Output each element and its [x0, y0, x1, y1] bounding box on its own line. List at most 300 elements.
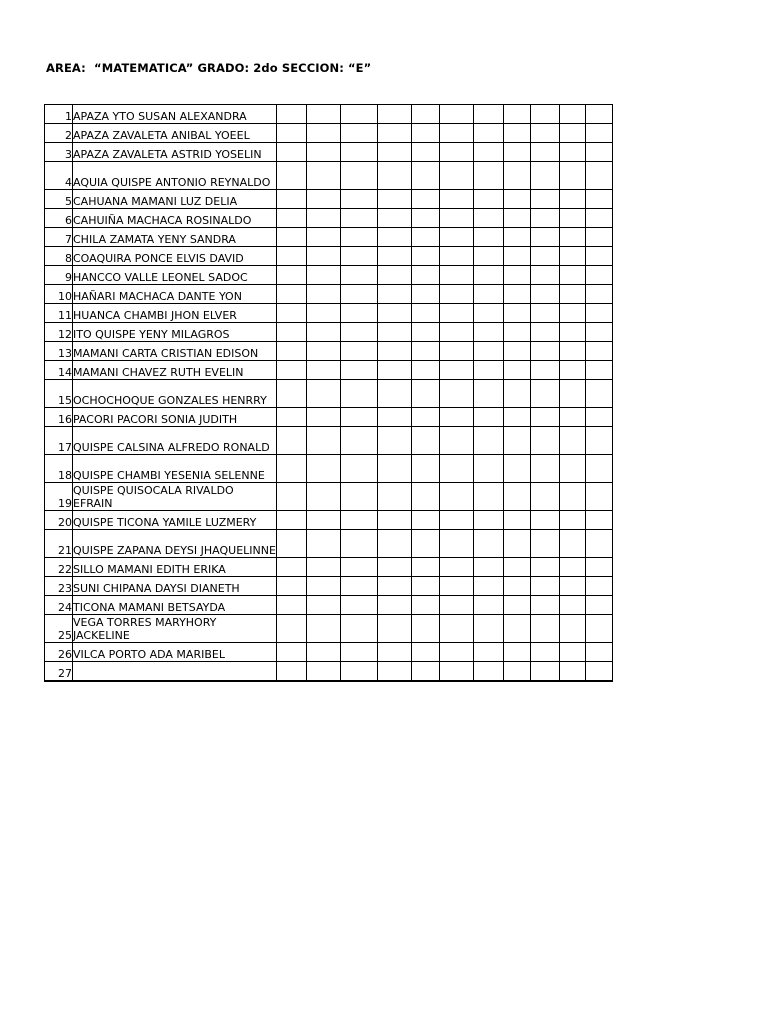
grade-cell — [531, 342, 560, 361]
grade-cell — [531, 662, 560, 682]
grade-cell — [474, 361, 504, 380]
student-name: APAZA ZAVALETA ANIBAL YOEEL — [73, 124, 277, 143]
student-name: MAMANI CHAVEZ RUTH EVELIN — [73, 361, 277, 380]
grade-cell — [504, 662, 531, 682]
table-row — [45, 323, 613, 342]
grade-cell — [412, 323, 440, 342]
table-row — [45, 124, 613, 143]
student-name: CAHUIÑA MACHACA ROSINALDO — [73, 209, 277, 228]
grade-cell — [341, 380, 378, 408]
grade-cell — [560, 615, 586, 643]
grade-cell — [586, 342, 613, 361]
grade-cell — [440, 143, 474, 162]
grade-cell — [341, 643, 378, 662]
grade-cell — [277, 285, 307, 304]
grade-cell — [277, 209, 307, 228]
grade-cell — [307, 643, 341, 662]
grade-cell — [378, 247, 412, 266]
grade-cell — [341, 455, 378, 483]
grade-cell — [474, 483, 504, 511]
student-name: HANCCO VALLE LEONEL SADOC — [73, 266, 277, 285]
grade-cell — [586, 530, 613, 558]
grade-cell — [474, 511, 504, 530]
grade-cell — [341, 361, 378, 380]
grade-cell — [474, 304, 504, 323]
grade-cell — [307, 577, 341, 596]
grade-cell — [412, 342, 440, 361]
grade-cell — [504, 143, 531, 162]
grade-cell — [277, 143, 307, 162]
student-number: 7 — [45, 228, 73, 247]
grade-cell — [586, 361, 613, 380]
grade-cell — [586, 143, 613, 162]
grade-cell — [378, 266, 412, 285]
table-row — [45, 247, 613, 266]
grade-cell — [531, 596, 560, 615]
student-number: 2 — [45, 124, 73, 143]
grade-cell — [378, 615, 412, 643]
grade-cell — [474, 209, 504, 228]
grade-cell — [341, 143, 378, 162]
student-name — [73, 662, 277, 682]
grade-cell — [504, 247, 531, 266]
student-name: APAZA YTO SUSAN ALEXANDRA — [73, 105, 277, 124]
roster-body — [45, 105, 613, 682]
student-name: COAQUIRA PONCE ELVIS DAVID — [73, 247, 277, 266]
grade-cell — [378, 662, 412, 682]
grade-cell — [277, 596, 307, 615]
grade-cell — [440, 228, 474, 247]
grade-cell — [412, 143, 440, 162]
grade-cell — [277, 408, 307, 427]
student-name: MAMANI CARTA CRISTIAN EDISON — [73, 342, 277, 361]
student-name: TICONA MAMANI BETSAYDA — [73, 596, 277, 615]
grade-cell — [531, 124, 560, 143]
grade-cell — [277, 380, 307, 408]
table-row — [45, 662, 613, 682]
grade-cell — [307, 380, 341, 408]
grade-cell — [560, 530, 586, 558]
grade-cell — [504, 304, 531, 323]
grade-cell — [504, 380, 531, 408]
student-name: CAHUANA MAMANI LUZ DELIA — [73, 190, 277, 209]
student-number: 5 — [45, 190, 73, 209]
table-row — [45, 577, 613, 596]
grade-cell — [440, 162, 474, 190]
grade-cell — [586, 266, 613, 285]
grade-cell — [531, 143, 560, 162]
grade-cell — [474, 162, 504, 190]
grade-cell — [586, 323, 613, 342]
grade-cell — [307, 266, 341, 285]
grade-cell — [504, 577, 531, 596]
student-number: 27 — [45, 662, 73, 682]
grade-cell — [474, 105, 504, 124]
grade-cell — [277, 323, 307, 342]
grade-cell — [504, 228, 531, 247]
student-number: 20 — [45, 511, 73, 530]
grade-cell — [412, 285, 440, 304]
grade-cell — [440, 511, 474, 530]
grade-cell — [586, 455, 613, 483]
grade-cell — [586, 190, 613, 209]
student-number: 14 — [45, 361, 73, 380]
student-name: QUISPE TICONA YAMILE LUZMERY — [73, 511, 277, 530]
grade-cell — [474, 643, 504, 662]
grade-cell — [586, 558, 613, 577]
table-row — [45, 427, 613, 455]
grade-cell — [277, 662, 307, 682]
grade-cell — [560, 323, 586, 342]
grade-cell — [531, 558, 560, 577]
grade-cell — [474, 558, 504, 577]
grade-cell — [378, 162, 412, 190]
grade-cell — [586, 577, 613, 596]
grade-cell — [504, 427, 531, 455]
grade-cell — [307, 124, 341, 143]
grade-cell — [440, 266, 474, 285]
student-name: CHILA ZAMATA YENY SANDRA — [73, 228, 277, 247]
grade-cell — [504, 285, 531, 304]
grade-cell — [560, 304, 586, 323]
grade-cell — [412, 530, 440, 558]
grade-cell — [586, 162, 613, 190]
grade-cell — [474, 662, 504, 682]
grade-cell — [378, 380, 412, 408]
grade-cell — [307, 162, 341, 190]
grade-cell — [341, 530, 378, 558]
grade-cell — [341, 209, 378, 228]
grade-cell — [378, 427, 412, 455]
grade-cell — [531, 323, 560, 342]
grade-cell — [560, 285, 586, 304]
grade-cell — [412, 483, 440, 511]
grade-cell — [378, 228, 412, 247]
student-name: PACORI PACORI SONIA JUDITH — [73, 408, 277, 427]
grade-cell — [440, 380, 474, 408]
grade-cell — [277, 577, 307, 596]
grade-cell — [531, 285, 560, 304]
table-row — [45, 162, 613, 190]
student-name: APAZA ZAVALETA ASTRID YOSELIN — [73, 143, 277, 162]
grade-cell — [440, 577, 474, 596]
grade-cell — [341, 105, 378, 124]
table-row — [45, 511, 613, 530]
student-name: SUNI CHIPANA DAYSI DIANETH — [73, 577, 277, 596]
table-row — [45, 228, 613, 247]
grade-cell — [586, 124, 613, 143]
grade-cell — [307, 342, 341, 361]
grade-cell — [440, 558, 474, 577]
document-header: AREA: “MATEMATICA” GRADO: 2do SECCION: “E” — [46, 61, 372, 75]
grade-cell — [341, 408, 378, 427]
grade-cell — [378, 596, 412, 615]
grade-cell — [474, 408, 504, 427]
grade-cell — [474, 266, 504, 285]
student-number: 13 — [45, 342, 73, 361]
grade-cell — [586, 615, 613, 643]
grade-cell — [307, 209, 341, 228]
grade-cell — [378, 643, 412, 662]
table-row — [45, 285, 613, 304]
grade-cell — [474, 596, 504, 615]
grade-cell — [307, 483, 341, 511]
grade-cell — [378, 408, 412, 427]
grade-cell — [378, 124, 412, 143]
grade-cell — [474, 427, 504, 455]
grade-cell — [474, 380, 504, 408]
grade-cell — [504, 361, 531, 380]
grade-cell — [307, 662, 341, 682]
grade-cell — [307, 247, 341, 266]
grade-cell — [378, 530, 412, 558]
grade-cell — [504, 511, 531, 530]
grade-cell — [440, 643, 474, 662]
student-name: QUISPE CALSINA ALFREDO RONALD — [73, 427, 277, 455]
table-row — [45, 143, 613, 162]
grade-cell — [586, 511, 613, 530]
grade-cell — [307, 408, 341, 427]
grade-cell — [378, 361, 412, 380]
grade-cell — [412, 304, 440, 323]
grade-cell — [412, 361, 440, 380]
grade-cell — [560, 511, 586, 530]
grade-cell — [474, 247, 504, 266]
grade-cell — [412, 105, 440, 124]
grade-cell — [586, 228, 613, 247]
grade-cell — [560, 143, 586, 162]
grade-cell — [531, 209, 560, 228]
table-row — [45, 455, 613, 483]
grade-cell — [560, 427, 586, 455]
grade-cell — [440, 105, 474, 124]
grade-cell — [531, 190, 560, 209]
grade-cell — [307, 530, 341, 558]
grade-cell — [412, 596, 440, 615]
grade-cell — [277, 266, 307, 285]
grade-cell — [440, 323, 474, 342]
grade-cell — [504, 455, 531, 483]
grade-cell — [474, 124, 504, 143]
student-number: 6 — [45, 209, 73, 228]
grade-cell — [560, 209, 586, 228]
student-number: 3 — [45, 143, 73, 162]
grade-cell — [277, 615, 307, 643]
grade-cell — [440, 124, 474, 143]
grade-cell — [531, 105, 560, 124]
grade-cell — [412, 455, 440, 483]
grade-cell — [504, 408, 531, 427]
student-number: 22 — [45, 558, 73, 577]
grade-cell — [412, 124, 440, 143]
grade-cell — [440, 342, 474, 361]
grade-cell — [307, 105, 341, 124]
grade-cell — [440, 408, 474, 427]
grade-cell — [560, 643, 586, 662]
grade-cell — [440, 662, 474, 682]
grade-cell — [531, 228, 560, 247]
grade-cell — [277, 342, 307, 361]
grade-cell — [474, 190, 504, 209]
table-row — [45, 361, 613, 380]
grade-cell — [440, 483, 474, 511]
student-number: 15 — [45, 380, 73, 408]
grade-cell — [586, 596, 613, 615]
grade-cell — [504, 266, 531, 285]
grade-cell — [412, 266, 440, 285]
grade-cell — [378, 285, 412, 304]
grade-cell — [440, 615, 474, 643]
grade-cell — [341, 228, 378, 247]
table-row — [45, 342, 613, 361]
grade-cell — [277, 558, 307, 577]
grade-cell — [531, 266, 560, 285]
grade-cell — [341, 124, 378, 143]
student-name: HAÑARI MACHACA DANTE YON — [73, 285, 277, 304]
grade-cell — [307, 558, 341, 577]
grade-cell — [378, 483, 412, 511]
grade-cell — [277, 455, 307, 483]
student-name: VILCA PORTO ADA MARIBEL — [73, 643, 277, 662]
grade-cell — [307, 361, 341, 380]
grade-cell — [341, 615, 378, 643]
grade-cell — [531, 455, 560, 483]
grade-cell — [504, 615, 531, 643]
grade-cell — [277, 247, 307, 266]
grade-cell — [378, 105, 412, 124]
grade-cell — [560, 342, 586, 361]
grade-cell — [560, 162, 586, 190]
grade-cell — [560, 408, 586, 427]
grade-cell — [277, 105, 307, 124]
grade-cell — [277, 530, 307, 558]
table-row — [45, 190, 613, 209]
student-number: 18 — [45, 455, 73, 483]
student-name: AQUIA QUISPE ANTONIO REYNALDO — [73, 162, 277, 190]
grade-cell — [531, 427, 560, 455]
grade-cell — [378, 143, 412, 162]
grade-cell — [307, 455, 341, 483]
grade-cell — [531, 577, 560, 596]
student-number: 10 — [45, 285, 73, 304]
grade-cell — [560, 558, 586, 577]
student-name: HUANCA CHAMBI JHON ELVER — [73, 304, 277, 323]
grade-cell — [277, 124, 307, 143]
grade-cell — [504, 530, 531, 558]
grade-cell — [560, 228, 586, 247]
grade-cell — [474, 530, 504, 558]
grade-cell — [504, 596, 531, 615]
grade-cell — [504, 124, 531, 143]
grade-cell — [341, 342, 378, 361]
grade-cell — [412, 511, 440, 530]
student-name: QUISPE QUISOCALA RIVALDO EFRAIN — [73, 483, 277, 511]
grade-cell — [504, 483, 531, 511]
grade-cell — [440, 304, 474, 323]
grade-cell — [277, 228, 307, 247]
grade-cell — [341, 247, 378, 266]
grade-cell — [412, 380, 440, 408]
grade-cell — [474, 615, 504, 643]
grade-cell — [341, 483, 378, 511]
grade-cell — [474, 455, 504, 483]
grade-cell — [378, 190, 412, 209]
grade-cell — [412, 577, 440, 596]
grade-cell — [341, 266, 378, 285]
student-name: ITO QUISPE YENY MILAGROS — [73, 323, 277, 342]
grade-cell — [531, 408, 560, 427]
grade-cell — [560, 662, 586, 682]
grade-cell — [277, 162, 307, 190]
grade-cell — [378, 209, 412, 228]
grade-cell — [412, 662, 440, 682]
student-number: 8 — [45, 247, 73, 266]
student-number: 23 — [45, 577, 73, 596]
grade-cell — [277, 361, 307, 380]
grade-cell — [531, 361, 560, 380]
grade-cell — [341, 558, 378, 577]
grade-cell — [341, 304, 378, 323]
table-row — [45, 105, 613, 124]
grade-cell — [586, 427, 613, 455]
grade-cell — [440, 247, 474, 266]
grade-cell — [307, 323, 341, 342]
grade-cell — [307, 596, 341, 615]
grade-cell — [586, 285, 613, 304]
student-number: 1 — [45, 105, 73, 124]
grade-cell — [504, 209, 531, 228]
grade-cell — [560, 190, 586, 209]
grade-cell — [440, 361, 474, 380]
grade-cell — [307, 427, 341, 455]
grade-cell — [531, 643, 560, 662]
grade-cell — [440, 285, 474, 304]
grade-cell — [341, 285, 378, 304]
grade-cell — [412, 162, 440, 190]
grade-cell — [474, 228, 504, 247]
grade-cell — [277, 511, 307, 530]
grade-cell — [307, 143, 341, 162]
grade-cell — [531, 530, 560, 558]
grade-cell — [531, 162, 560, 190]
student-name: VEGA TORRES MARYHORY JACKELINE — [73, 615, 277, 643]
table-row — [45, 209, 613, 228]
grade-cell — [586, 209, 613, 228]
grade-cell — [586, 304, 613, 323]
grade-cell — [412, 209, 440, 228]
grade-cell — [474, 577, 504, 596]
grade-cell — [412, 558, 440, 577]
grade-cell — [412, 643, 440, 662]
grade-cell — [504, 162, 531, 190]
grade-cell — [586, 247, 613, 266]
grade-cell — [440, 427, 474, 455]
grade-cell — [378, 455, 412, 483]
grade-cell — [560, 105, 586, 124]
grade-cell — [440, 596, 474, 615]
grade-cell — [307, 190, 341, 209]
grade-cell — [412, 247, 440, 266]
grade-cell — [531, 483, 560, 511]
grade-cell — [307, 304, 341, 323]
grade-cell — [341, 190, 378, 209]
grade-cell — [378, 558, 412, 577]
grade-cell — [504, 105, 531, 124]
table-row — [45, 380, 613, 408]
grade-cell — [586, 408, 613, 427]
grade-cell — [474, 285, 504, 304]
grade-cell — [378, 304, 412, 323]
